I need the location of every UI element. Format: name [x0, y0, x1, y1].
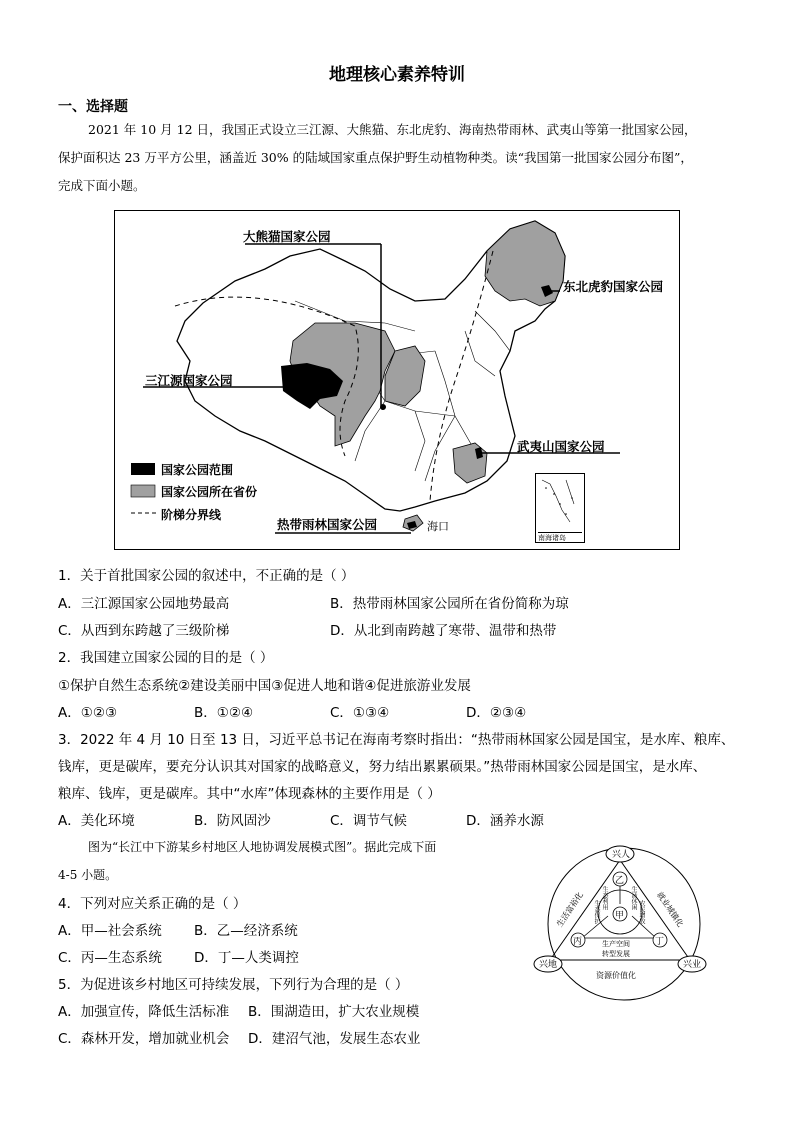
node-bing: 丙 — [573, 937, 583, 947]
legend-swatch-range — [131, 463, 155, 475]
q3-option-c: C．调节气候 — [330, 813, 407, 829]
node-jia: 甲 — [615, 911, 625, 921]
q2-option-a: A．①②③ — [58, 705, 118, 721]
q1-option-a: A．三江源国家公园地势最高 — [58, 596, 230, 612]
label-rainforest-park: 热带雨林国家公园 — [277, 517, 378, 532]
q2-option-b: B．①②④ — [194, 705, 254, 721]
q3-line-2: 钱库，更是碳库，要充分认识其对国家的战略意义，努力结出累累硕果。”热带雨林国家公园是国宝，是水库、 — [58, 759, 707, 775]
south-sea-inset — [535, 473, 585, 543]
bottom-arc-label: 资源价值化 — [596, 971, 636, 980]
q5-stem: 5．为促进该乡村地区可持续发展，下列行为合理的是（ ） — [58, 977, 409, 993]
q1-stem: 1．关于首批国家公园的叙述中，不正确的是（ ） — [58, 568, 355, 584]
q4-option-a: A．甲—社会系统 — [58, 923, 162, 939]
q3-line-1: 3．2022 年 4 月 10 日至 13 日，习近平总书记在海南考察时指出：“热带雨林国家公园是国宝，是水库、粮库、 — [58, 732, 735, 748]
page-title: 地理核心素养特训 — [329, 65, 465, 85]
q3-option-b: B．防风固沙 — [194, 813, 271, 829]
right-arc-label: 就业城镇化 — [655, 890, 685, 929]
inner-label-3: 生态利用 — [601, 886, 608, 910]
q1-option-b: B．热带雨林国家公园所在省份简称为琼 — [330, 596, 569, 612]
national-park-map — [114, 210, 680, 550]
legend-boundary: 阶梯分界线 — [161, 508, 222, 522]
inner-label-2: 农民增收 — [638, 900, 645, 924]
fig2-intro-1: 图为“长江中下游某乡村地区人地协调发展模式图”。据此完成下面 — [88, 840, 437, 854]
q2-stem: 2．我国建立国家公园的目的是（ ） — [58, 650, 274, 666]
legend-swatch-province — [131, 485, 155, 497]
q5-option-c: C．森林开发，增加就业机会 — [58, 1031, 230, 1047]
label-sanjiangyuan-park: 三江源国家公园 — [145, 373, 233, 388]
q5-option-b: B．围湖造田，扩大农业规模 — [248, 1004, 420, 1020]
node-right: 兴业 — [683, 960, 702, 970]
q5-option-d: D．建沼气池，发展生态农业 — [248, 1031, 421, 1047]
q5-option-a: A．加强宣传，降低生活标准 — [58, 1004, 230, 1020]
inner-label-4: 生活休闲 — [630, 886, 637, 910]
q2-items: ①保护自然生态系统②建设美丽中国③促进人地和谐④促进旅游业发展 — [58, 678, 471, 694]
label-tiger-park: 东北虎豹国家公园 — [563, 279, 664, 294]
q1-option-c: C．从西到东跨越了三级阶梯 — [58, 623, 230, 639]
q2-option-c: C．①③④ — [330, 705, 390, 721]
node-top: 兴人 — [612, 850, 631, 860]
q3-line-3: 粮库、钱库，更是碳库。其中“水库”体现森林的主要作用是（ ） — [58, 786, 441, 802]
space-label: 生产空间 — [602, 940, 630, 948]
q1-option-d: D．从北到南跨越了寒带、温带和热带 — [330, 623, 557, 639]
intro-line-2: 保护面积达 23 万平方公里，涵盖近 30% 的陆域国家重点保护野生动植物种类。读“我国第一批国家公园分布图”， — [58, 150, 693, 165]
label-wuyi-park: 武夷山国家公园 — [517, 439, 605, 454]
intro-line-3: 完成下面小题。 — [58, 178, 146, 193]
q3-option-a: A．美化环境 — [58, 813, 135, 829]
human-land-diagram — [520, 842, 740, 1002]
q4-option-b: B．乙—经济系统 — [194, 923, 298, 939]
transform-label: 转型发展 — [602, 950, 630, 958]
legend-province: 国家公园所在省份 — [161, 485, 258, 499]
section-heading: 一、选择题 — [58, 99, 128, 115]
intro-line-1: 2021 年 10 月 12 日，我国正式设立三江源、大熊猫、东北虎豹、海南热带雨林、武夷山等第一批国家公园， — [88, 122, 697, 137]
label-panda-park: 大熊猫国家公园 — [243, 229, 331, 244]
legend-range: 国家公园范围 — [161, 463, 234, 477]
left-arc-label: 生活富裕化 — [555, 890, 585, 929]
label-south-sea: 南海诸岛 — [538, 532, 582, 543]
label-haikou: 海口 — [427, 520, 449, 533]
q2-option-d: D．②③④ — [466, 705, 527, 721]
q4-stem: 4．下列对应关系正确的是（ ） — [58, 896, 247, 912]
node-ding: 丁 — [655, 937, 665, 947]
node-yi: 乙 — [615, 876, 625, 886]
q3-option-d: D．涵养水源 — [466, 813, 544, 829]
q4-option-d: D．丁—人类调控 — [194, 950, 299, 966]
q4-option-c: C．丙—生态系统 — [58, 950, 162, 966]
fig2-intro-2: 4-5 小题。 — [58, 868, 118, 882]
node-left: 兴地 — [539, 960, 558, 970]
south-sea-islands-svg — [536, 474, 584, 532]
inner-label-1: 生态保护 — [593, 900, 600, 924]
